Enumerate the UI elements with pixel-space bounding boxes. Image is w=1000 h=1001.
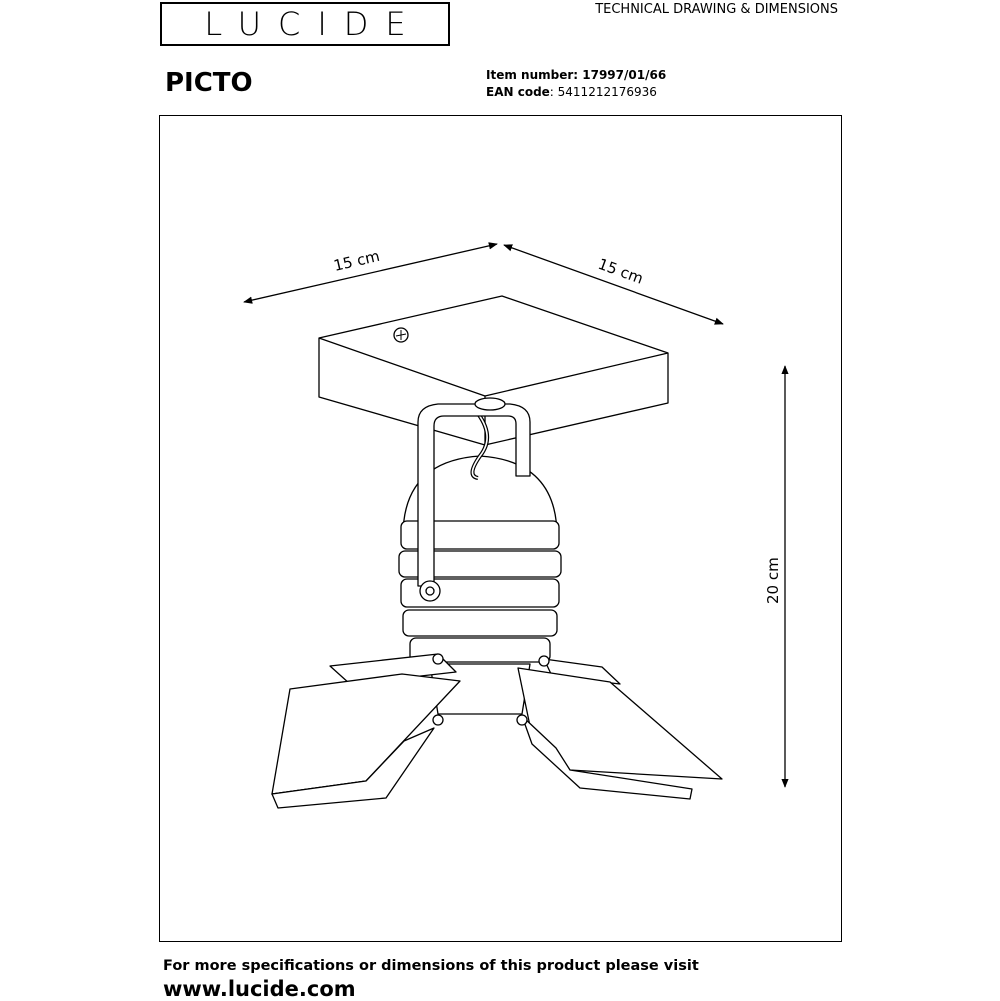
ean-row: EAN code: 5411212176936 <box>486 85 657 99</box>
drawing-frame <box>159 115 842 942</box>
brand-logo <box>160 2 450 46</box>
ean-value: 5411212176936 <box>557 85 657 99</box>
item-number-row: Item number: 17997/01/66 <box>486 68 667 82</box>
dimension-depth-label: 15 cm <box>595 254 646 288</box>
barn-door-left <box>272 654 460 808</box>
dimension-width-label: 15 cm <box>331 246 382 275</box>
technical-drawing <box>160 116 843 943</box>
item-number-value: 17997/01/66 <box>582 68 667 82</box>
barn-door-right <box>517 656 722 799</box>
footer-note: For more specifications or dimensions of this product please visit <box>163 958 699 974</box>
dimension-height-label: 20 cm <box>764 557 782 604</box>
lamp-illustration <box>272 296 722 808</box>
dimension-width <box>244 244 497 302</box>
header-caption: TECHNICAL DRAWING & DIMENSIONS <box>595 2 838 17</box>
dimension-height <box>764 366 785 787</box>
ceiling-plate <box>319 296 668 445</box>
product-info <box>486 67 666 101</box>
product-name: PICTO <box>165 68 253 98</box>
brand-logo-text: LUCIDE <box>204 5 423 43</box>
footer-website-link[interactable]: www.lucide.com <box>163 977 356 1001</box>
ean-label: EAN code <box>486 85 550 99</box>
item-number-label: Item number <box>486 68 574 82</box>
